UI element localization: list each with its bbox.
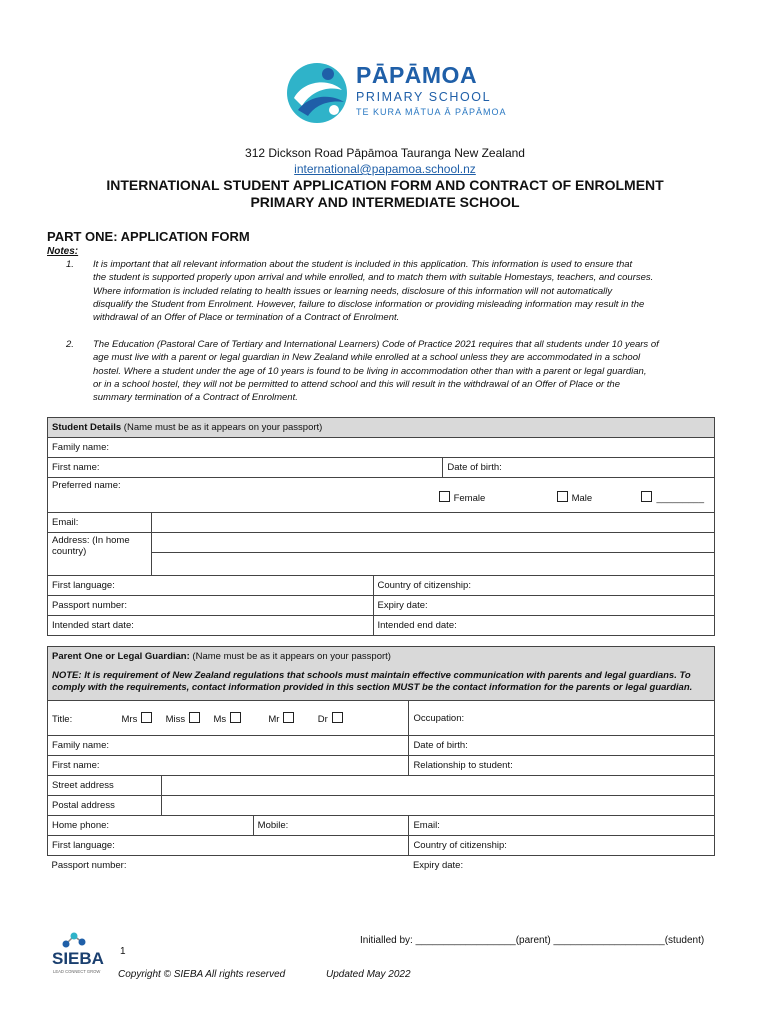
- note-line: Where information is included relating to health issues or learning needs, disclosure of this information will not automatically: [93, 285, 613, 297]
- note-line: The Education (Pastoral Care of Tertiary and International Learners) Code of Practice 2021 requires that all students under 10 years of: [93, 339, 659, 350]
- intended-end-date-field[interactable]: Intended end date:: [373, 616, 715, 636]
- parent-guardian-table: [47, 646, 715, 875]
- dr-label: Dr: [317, 713, 328, 725]
- initialled-by-line: Initialled by: __________________(parent) ____________________(student): [360, 935, 705, 946]
- section-title: Parent One or Legal Guardian:: [52, 651, 190, 662]
- note-number: 1.: [66, 259, 74, 270]
- note-line: the student is supported properly upon arrival and while enrolled, and to match them with suitable Homestays, teachers, and courses.: [93, 272, 654, 284]
- section-note: (Name must be as it appears on your passport): [121, 422, 323, 433]
- note-text: [93, 258, 723, 324]
- school-email-link[interactable]: international@papamoa.school.nz: [294, 162, 476, 176]
- intended-start-date-field[interactable]: Intended start date:: [48, 616, 374, 636]
- note-number: 2.: [66, 339, 74, 350]
- notes-heading: Notes:: [47, 246, 79, 257]
- mr-checkbox[interactable]: [283, 712, 294, 723]
- student-details-table: [47, 417, 715, 636]
- email-label: Email:: [48, 513, 152, 533]
- ms-checkbox[interactable]: [230, 712, 241, 723]
- family-name-field[interactable]: Family name:: [48, 438, 715, 458]
- note-line: age must live with a parent or legal guardian in New Zealand while enrolled at a school unless they are accommodated in a school: [93, 352, 641, 364]
- note-text: [93, 338, 723, 404]
- other-gender-checkbox[interactable]: [641, 491, 652, 502]
- expiry-date-field[interactable]: Expiry date:: [373, 596, 715, 616]
- parent-first-language-field[interactable]: First language:: [48, 836, 409, 856]
- school-address: 312 Dickson Road Pāpāmoa Tauranga New Zealand: [245, 146, 525, 160]
- parent-first-name-field[interactable]: First name:: [48, 756, 409, 776]
- school-maori-name: TE KURA MĀTUA Ā PĀPĀMOA: [356, 107, 507, 117]
- parent-email-field[interactable]: Email:: [409, 816, 715, 836]
- mrs-label: Mrs: [121, 713, 138, 725]
- relationship-field[interactable]: Relationship to student:: [409, 756, 715, 776]
- other-gender-field[interactable]: _________: [656, 493, 704, 504]
- title-options-row: [48, 701, 409, 736]
- part-one-heading: PART ONE: APPLICATION FORM: [47, 229, 250, 244]
- first-language-field[interactable]: First language:: [48, 576, 374, 596]
- passport-number-field[interactable]: Passport number:: [48, 596, 374, 616]
- note-line: hostel. Where a student under the age of 10 years is found to be living in accommodation other than with a parent or legal guardian,: [93, 365, 647, 377]
- note-line: It is important that all relevant information about the student is included in this application. This information is used to ensure that: [93, 259, 633, 270]
- title-label: Title:: [52, 713, 73, 725]
- sieba-network-icon: [50, 930, 110, 982]
- parent-contact-note: NOTE: It is requirement of New Zealand regulations that schools must maintain effective communication with parents and legal guardians. To comply with the requirements, contact information provided in this section MUST be the contact information for the parents or legal guardian.: [52, 670, 693, 693]
- mr-label: Mr: [268, 713, 280, 725]
- parent-family-name-field[interactable]: Family name:: [48, 736, 409, 756]
- note-line: disqualify the Student from Enrolment. However, failure to disclose information or providing misleading information may result in the: [93, 298, 645, 310]
- address-label: Address: (In home country): [48, 533, 152, 576]
- parent-passport-number-field[interactable]: Passport number:: [51, 860, 127, 871]
- sieba-wordmark: SIEBA: [52, 949, 104, 968]
- miss-label: Miss: [165, 713, 186, 725]
- dr-checkbox[interactable]: [332, 712, 343, 723]
- form-title: INTERNATIONAL STUDENT APPLICATION FORM AND CONTRACT OF ENROLMENT: [106, 177, 664, 193]
- student-details-heading: [48, 418, 715, 438]
- male-checkbox[interactable]: [557, 491, 568, 502]
- street-address-label: Street address: [48, 776, 162, 796]
- note-line: summary termination of a Contract of Enrolment.: [93, 392, 298, 404]
- section-note: (Name must be as it appears on your passport): [189, 651, 391, 662]
- preferred-name-field[interactable]: Preferred name:: [52, 480, 121, 491]
- email-field[interactable]: [151, 513, 714, 533]
- male-label: Male: [571, 493, 593, 504]
- occupation-field[interactable]: Occupation:: [409, 701, 715, 736]
- postal-address-label: Postal address: [48, 796, 162, 816]
- home-phone-field[interactable]: Home phone:: [48, 816, 254, 836]
- school-emblem-icon: [284, 60, 354, 126]
- updated-date: Updated May 2022: [326, 969, 411, 980]
- form-subtitle: PRIMARY AND INTERMEDIATE SCHOOL: [250, 194, 520, 210]
- parent-expiry-date-field[interactable]: Expiry date:: [412, 860, 464, 871]
- copyright-text: Copyright © SIEBA All rights reserved: [118, 969, 286, 980]
- mobile-field[interactable]: Mobile:: [253, 816, 409, 836]
- parent-guardian-heading: [48, 647, 715, 701]
- note-line: or in a school hostel, they will not be permitted to attend school and this will result in the withdrawal of an Offer of Place or the: [93, 378, 620, 390]
- gender-options: [52, 491, 710, 504]
- date-of-birth-field[interactable]: Date of birth:: [443, 458, 715, 478]
- street-address-field[interactable]: [161, 776, 714, 796]
- preferred-name-row: [48, 478, 715, 513]
- section-title: Student Details: [52, 422, 122, 433]
- parent-heading-line: [52, 651, 710, 662]
- mrs-checkbox[interactable]: [141, 712, 152, 723]
- first-name-field[interactable]: First name:: [48, 458, 443, 478]
- ms-label: Ms: [213, 713, 227, 725]
- female-label: Female: [453, 493, 486, 504]
- address-field-line1[interactable]: [151, 533, 714, 553]
- citizenship-field[interactable]: Country of citizenship:: [373, 576, 715, 596]
- address-field-line2[interactable]: [151, 553, 714, 576]
- school-name: PĀPĀMOA: [356, 62, 478, 88]
- sieba-tagline: LEAD CONNECT GROW: [53, 969, 101, 974]
- school-subtitle: PRIMARY SCHOOL: [356, 90, 492, 104]
- miss-checkbox[interactable]: [189, 712, 200, 723]
- parent-citizenship-field[interactable]: Country of citizenship:: [409, 836, 715, 856]
- postal-address-field[interactable]: [161, 796, 714, 816]
- sieba-logo: [50, 930, 110, 982]
- note-line: withdrawal of an Offer of Place or termination of a Contract of Enrolment.: [93, 312, 400, 324]
- page-number: 1: [120, 946, 126, 957]
- female-checkbox[interactable]: [439, 491, 450, 502]
- parent-date-of-birth-field[interactable]: Date of birth:: [409, 736, 715, 756]
